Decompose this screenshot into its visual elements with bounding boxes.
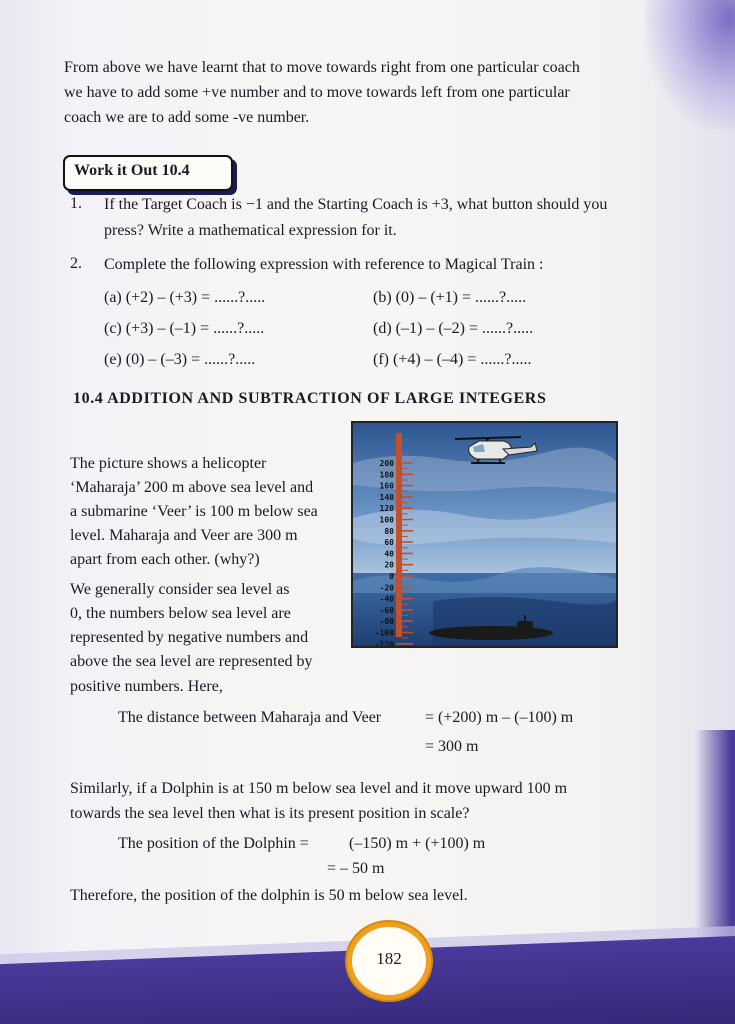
scale-label: 160 [379, 481, 394, 491]
para2-line-5: positive numbers. Here, [70, 678, 223, 695]
equation-1-result: = 300 m [425, 738, 479, 755]
para2-line-1: We generally consider sea level as [70, 581, 290, 598]
para2-line-2: 0, the numbers below sea level are [70, 605, 291, 622]
question-1-line-1: If the Target Coach is −1 and the Starting Coach is +3, what button should you [104, 196, 608, 213]
work-it-out-label: Work it Out 10.4 [74, 162, 190, 179]
para1-line-1: The picture shows a helicopter [70, 455, 267, 472]
para2-line-4: above the sea level are represented by [70, 653, 313, 670]
scale-label: 0 [389, 572, 394, 581]
scale-label: -40 [379, 594, 394, 604]
equation-1-left: The distance between Maharaja and Veer [118, 709, 382, 726]
scale-label: 60 [384, 538, 394, 548]
expression-c: (c) (+3) – (–1) = ......?..... [104, 320, 265, 337]
equation-1-right: = (+200) m – (–100) m [425, 709, 574, 726]
scale-label: -20 [379, 583, 394, 593]
page-number-badge [347, 922, 431, 1000]
para1-line-5: apart from each other. (why?) [70, 551, 260, 568]
scale-label: 20 [384, 560, 394, 570]
equation-2-result: = – 50 m [327, 860, 385, 877]
scale-label: 40 [384, 549, 394, 559]
question-2-text: Complete the following expression with reference to Magical Train : [104, 256, 544, 273]
question-1-line-2: press? Write a mathematical expression for it. [104, 222, 397, 239]
helicopter-submarine-figure [351, 421, 618, 648]
expression-b: (b) (0) – (+1) = ......?..... [373, 289, 527, 306]
scale-label: 120 [379, 504, 394, 514]
question-1-number: 1. [70, 195, 82, 212]
scale-label: -80 [379, 617, 394, 627]
scale-label: 80 [384, 526, 394, 536]
scale-label: 100 [379, 515, 394, 525]
expression-d: (d) (–1) – (–2) = ......?..... [373, 320, 534, 337]
intro-line-2: we have to add some +ve number and to move towards left from one particular [64, 84, 570, 101]
scale-label: 180 [379, 470, 394, 480]
scale-label: -100 [374, 628, 394, 638]
para1-line-2: ‘Maharaja’ 200 m above sea level and [70, 479, 314, 496]
equation-2-left: The position of the Dolphin = [118, 835, 309, 852]
work-it-out-box [63, 155, 233, 191]
section-heading: 10.4 ADDITION AND SUBTRACTION OF LARGE INTEGERS [73, 390, 547, 407]
scale-label: 200 [379, 459, 394, 468]
scale-label: -120 [374, 639, 394, 646]
para2-line-3: represented by negative numbers and [70, 629, 309, 646]
scale-label: 140 [379, 492, 394, 502]
page-corner-shading [645, 0, 735, 130]
expression-e: (e) (0) – (–3) = ......?..... [104, 351, 256, 368]
conclusion-text: Therefore, the position of the dolphin is 50 m below sea level. [70, 887, 468, 904]
expression-a: (a) (+2) – (+3) = ......?..... [104, 289, 266, 306]
intro-line-3: coach we are to add some -ve number. [64, 109, 310, 126]
page-number: 182 [376, 949, 402, 968]
question-2-number: 2. [70, 255, 82, 272]
expression-f: (f) (+4) – (–4) = ......?..... [373, 351, 532, 368]
equation-2-right: (–150) m + (+100) m [349, 835, 486, 852]
para1-line-3: a submarine ‘Veer’ is 100 m below sea [70, 503, 318, 520]
para3-line-1: Similarly, if a Dolphin is at 150 m below sea level and it move upward 100 m [70, 780, 568, 797]
intro-line-1: From above we have learnt that to move towards right from one particular coach [64, 59, 580, 76]
para1-line-4: level. Maharaja and Veer are 300 m [70, 527, 298, 544]
para3-line-2: towards the sea level then what is its present position in scale? [70, 805, 470, 822]
scale-label: -60 [379, 605, 394, 615]
